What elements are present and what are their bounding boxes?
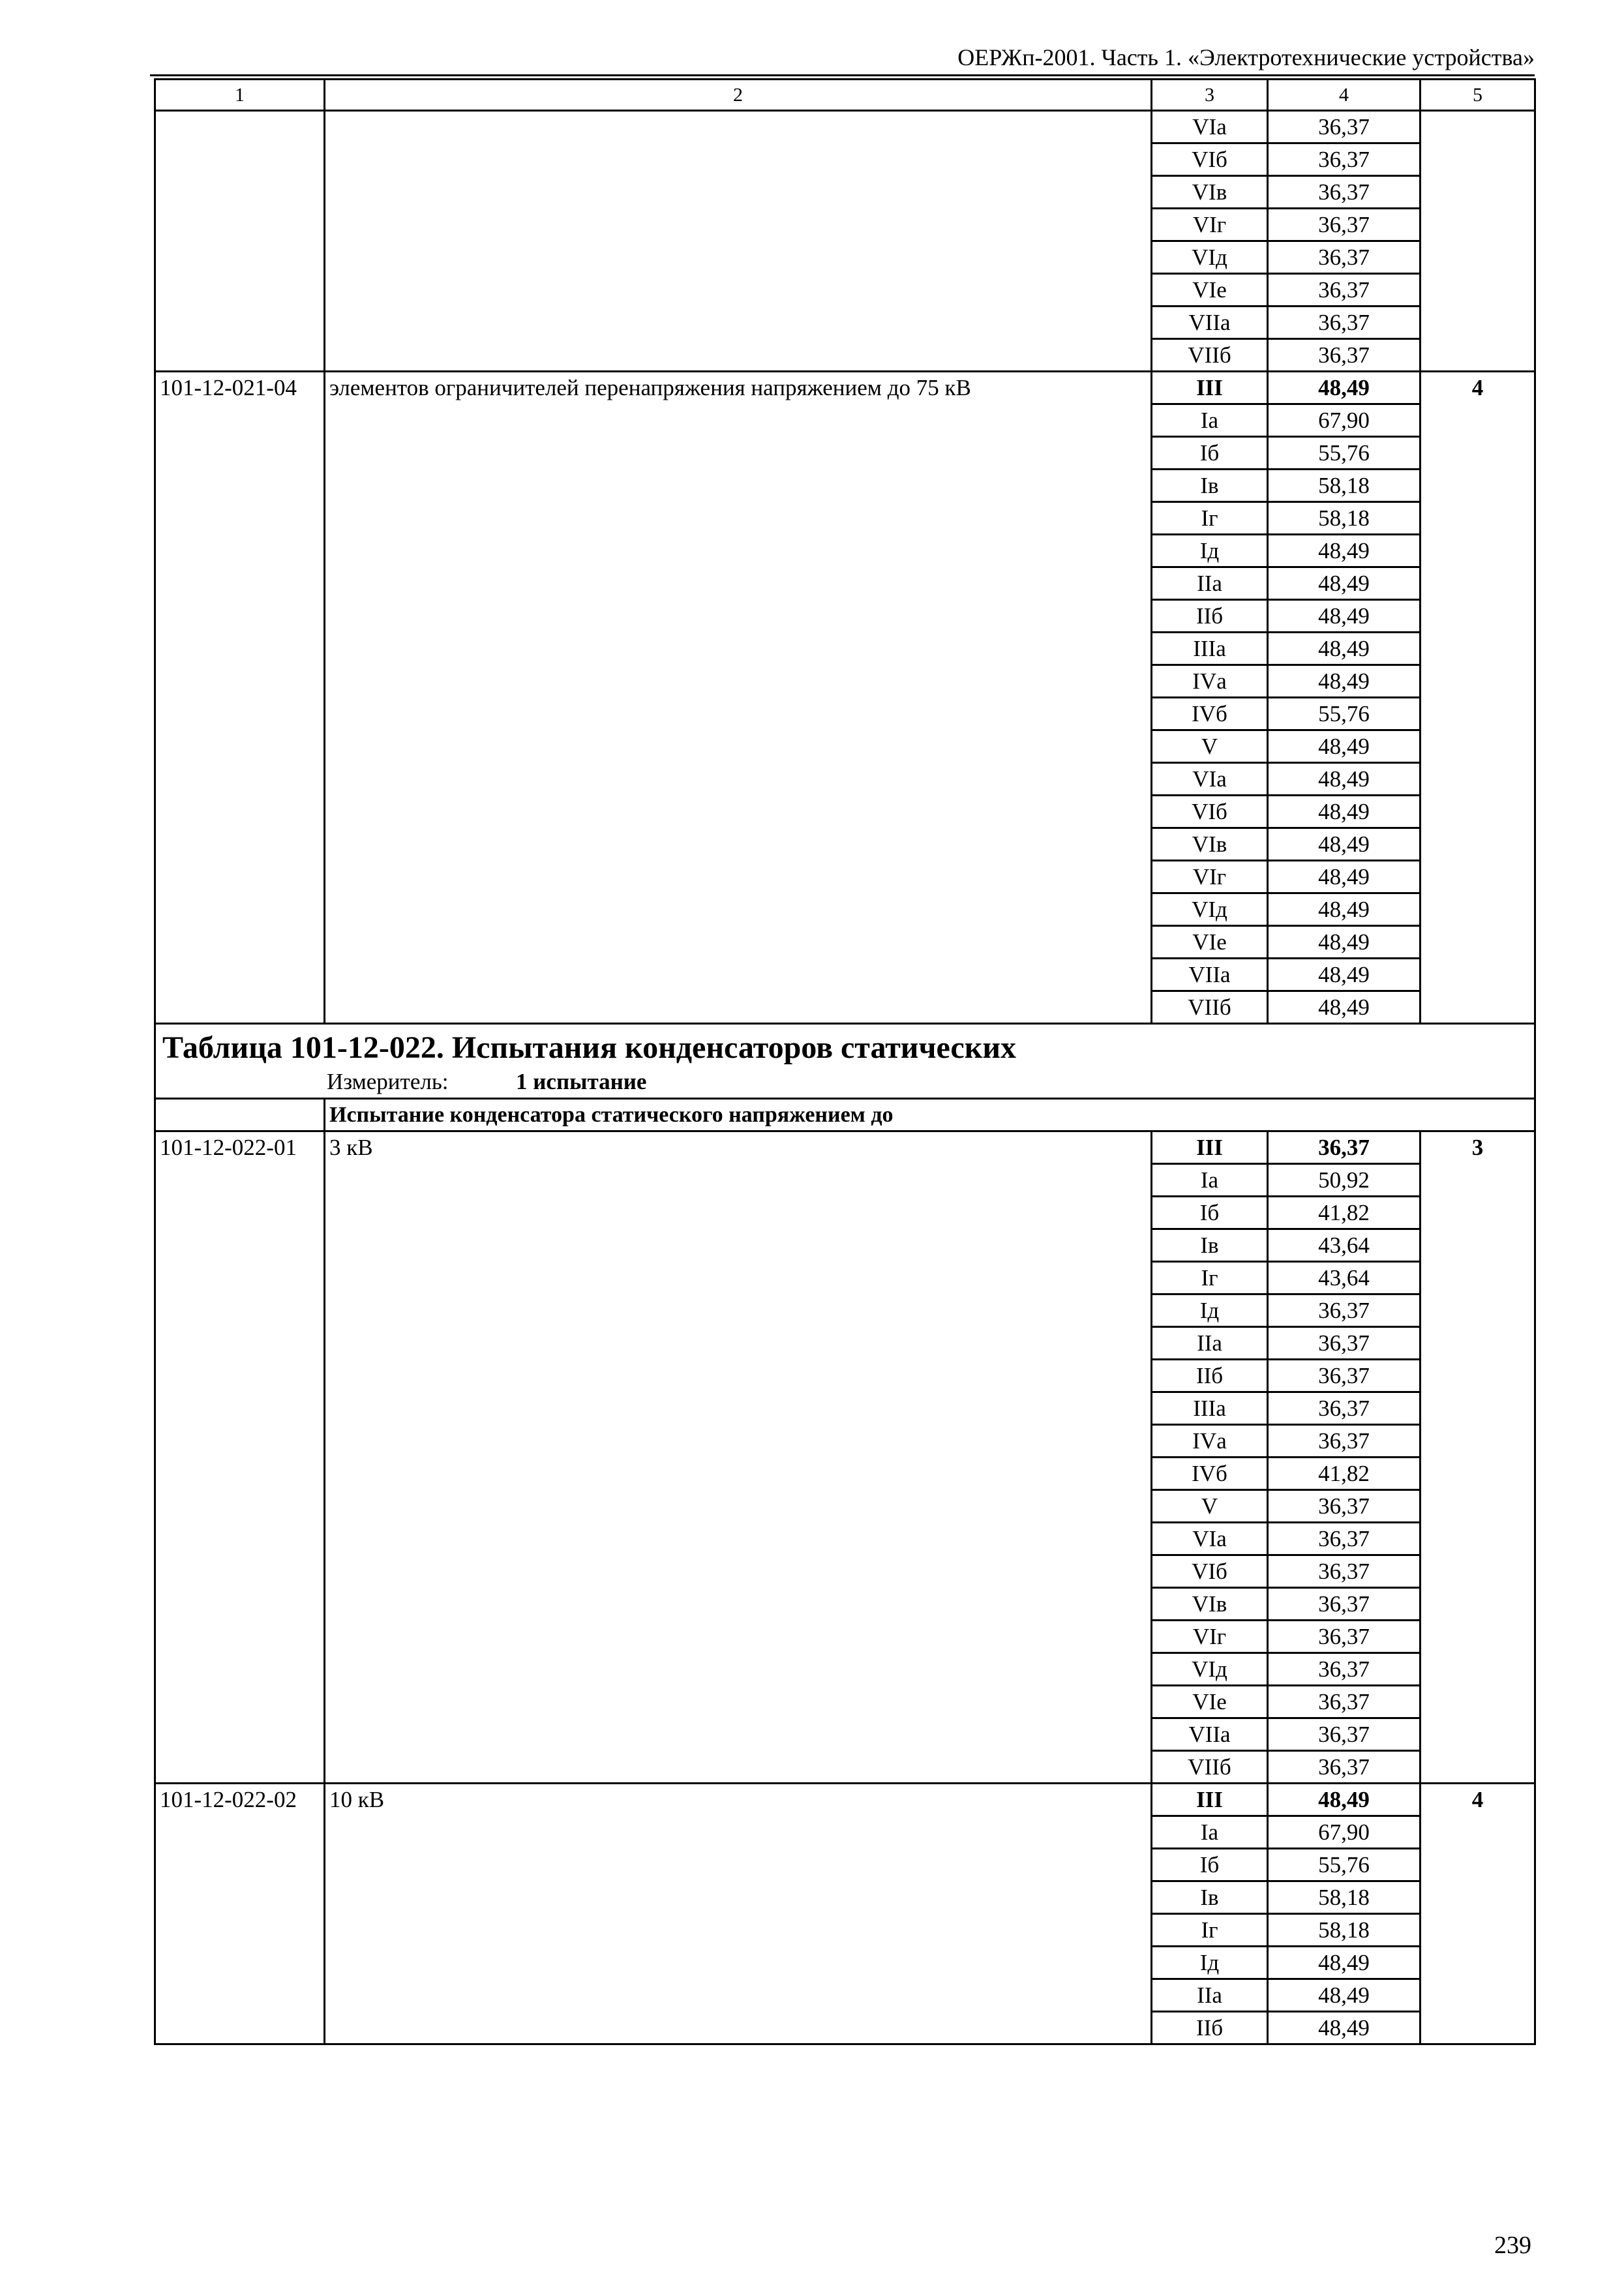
rate-value: 50,92: [1268, 1164, 1421, 1197]
rate-description: 10 кВ: [325, 1784, 1152, 2044]
zone-cell: Iа: [1152, 404, 1268, 437]
zone-cell: VIб: [1152, 143, 1268, 176]
rate-value: 48,49: [1268, 2012, 1421, 2044]
zone-cell: VIб: [1152, 1555, 1268, 1588]
table-title-cell: [155, 1024, 1535, 1099]
zone-cell: VIе: [1152, 926, 1268, 959]
zone-cell: Iв: [1152, 1229, 1268, 1262]
rate-code: 101-12-022-02: [155, 1784, 325, 2044]
zone-cell: III: [1152, 1131, 1268, 1164]
table-title-row: [155, 1024, 1535, 1099]
rate-value: 36,37: [1268, 1490, 1421, 1523]
rate-value: 41,82: [1268, 1458, 1421, 1490]
zone-cell: IVб: [1152, 698, 1268, 730]
rate-value: 67,90: [1268, 404, 1421, 437]
rate-value: 48,49: [1268, 926, 1421, 959]
zone-cell: Iб: [1152, 1197, 1268, 1229]
rate-value: 48,49: [1268, 796, 1421, 828]
rate-description: элементов ограничителей перенапряжения напряжением до 75 кВ: [325, 372, 1152, 1024]
rate-value: 36,37: [1268, 1555, 1421, 1588]
rate-value: 36,37: [1268, 1621, 1421, 1653]
subheading-row: [155, 1099, 1535, 1131]
zone-cell: Iд: [1152, 1294, 1268, 1327]
zone-cell: VIд: [1152, 1653, 1268, 1686]
zone-cell: Iг: [1152, 502, 1268, 535]
rate-value: 36,37: [1268, 241, 1421, 274]
zone-cell: Iв: [1152, 1881, 1268, 1914]
zone-cell: III: [1152, 372, 1268, 404]
rate-value: 58,18: [1268, 470, 1421, 502]
zone-cell: VIе: [1152, 274, 1268, 307]
rate-value: 48,49: [1268, 1947, 1421, 1979]
rate-value: 48,49: [1268, 991, 1421, 1024]
rate-value: 48,49: [1268, 600, 1421, 633]
zone-cell: VIд: [1152, 241, 1268, 274]
rate-value: 48,49: [1268, 730, 1421, 763]
table-title: Таблица 101-12-022. Испытания конденсаторов статических: [162, 1030, 1017, 1065]
rate-value: 36,37: [1268, 1588, 1421, 1621]
zone-cell: III: [1152, 1784, 1268, 1816]
rate-value: 48,49: [1268, 828, 1421, 861]
rate-value: 43,64: [1268, 1262, 1421, 1294]
rate-value: 48,49: [1268, 763, 1421, 796]
zone-cell: V: [1152, 1490, 1268, 1523]
rate-value: 48,49: [1268, 959, 1421, 991]
rate-value: 48,49: [1268, 665, 1421, 698]
table-title-block: [155, 1024, 1535, 1131]
rate-value: 36,37: [1268, 1653, 1421, 1686]
zone-cell: VIв: [1152, 1588, 1268, 1621]
zone-cell: V: [1152, 730, 1268, 763]
rate-value: 36,37: [1268, 274, 1421, 307]
zone-cell: VIв: [1152, 176, 1268, 209]
rate-value: 67,90: [1268, 1816, 1421, 1849]
column-number-2: 2: [325, 80, 1152, 111]
zone-cell: IVа: [1152, 665, 1268, 698]
rate-value: 36,37: [1268, 1131, 1421, 1164]
zone-cell: IVа: [1152, 1425, 1268, 1458]
rate-value: 36,37: [1268, 1360, 1421, 1392]
zone-cell: VIг: [1152, 1621, 1268, 1653]
zone-cell: VIа: [1152, 111, 1268, 143]
rate-value: 36,37: [1268, 1294, 1421, 1327]
zone-cell: Iа: [1152, 1164, 1268, 1197]
rate-value: 36,37: [1268, 1718, 1421, 1751]
zone-cell: IIб: [1152, 1360, 1268, 1392]
zone-cell: VIIа: [1152, 959, 1268, 991]
table-row: [155, 111, 1535, 143]
zone-cell: Iг: [1152, 1914, 1268, 1947]
table-row: [155, 1131, 1535, 1164]
column-number-1: 1: [155, 80, 325, 111]
zone-cell: VIг: [1152, 209, 1268, 241]
rate-value: 36,37: [1268, 1523, 1421, 1555]
zone-cell: VIIб: [1152, 1751, 1268, 1784]
worker-grade: 4: [1421, 372, 1535, 1024]
rates-table-body: [155, 80, 1535, 1024]
rate-value: 36,37: [1268, 143, 1421, 176]
zone-cell: IIб: [1152, 600, 1268, 633]
zone-cell: Iг: [1152, 1262, 1268, 1294]
zone-cell: Iб: [1152, 1849, 1268, 1881]
rate-value: 48,49: [1268, 535, 1421, 567]
rate-value: 36,37: [1268, 1751, 1421, 1784]
column-number-row: [155, 80, 1535, 111]
column-number-3: 3: [1152, 80, 1268, 111]
zone-cell: IIа: [1152, 567, 1268, 600]
rate-value: 48,49: [1268, 633, 1421, 665]
zone-cell: VIа: [1152, 1523, 1268, 1555]
zone-cell: IVб: [1152, 1458, 1268, 1490]
rate-value: 36,37: [1268, 209, 1421, 241]
rate-value: 58,18: [1268, 1914, 1421, 1947]
zone-cell: VIв: [1152, 828, 1268, 861]
rate-value: 41,82: [1268, 1197, 1421, 1229]
zone-cell: VIа: [1152, 763, 1268, 796]
zone-cell: IIа: [1152, 1979, 1268, 2012]
rate-value: 55,76: [1268, 437, 1421, 470]
worker-grade: 3: [1421, 1131, 1535, 1784]
rate-value: 58,18: [1268, 502, 1421, 535]
zone-cell: VIIб: [1152, 339, 1268, 372]
zone-cell: IIб: [1152, 2012, 1268, 2044]
subheading-empty-cell: [155, 1099, 325, 1131]
worker-grade: 4: [1421, 1784, 1535, 2044]
rate-description: [325, 111, 1152, 372]
rate-value: 48,49: [1268, 861, 1421, 893]
rate-code: [155, 111, 325, 372]
rate-value: 48,49: [1268, 372, 1421, 404]
rate-value: 36,37: [1268, 307, 1421, 339]
zone-cell: VIд: [1152, 893, 1268, 926]
zone-cell: VIIб: [1152, 991, 1268, 1024]
zone-cell: VIIа: [1152, 307, 1268, 339]
worker-grade: [1421, 111, 1535, 372]
zone-cell: IIа: [1152, 1327, 1268, 1360]
rate-value: 36,37: [1268, 1392, 1421, 1425]
rate-value: 48,49: [1268, 1979, 1421, 2012]
rates-table: [154, 78, 1536, 2045]
rates-table-body-bottom: [155, 1131, 1535, 2044]
zone-cell: VIб: [1152, 796, 1268, 828]
rate-value: 43,64: [1268, 1229, 1421, 1262]
table-row: [155, 372, 1535, 404]
zone-cell: Iв: [1152, 470, 1268, 502]
zone-cell: Iд: [1152, 535, 1268, 567]
rate-value: 36,37: [1268, 176, 1421, 209]
zone-cell: VIIа: [1152, 1718, 1268, 1751]
zone-cell: VIг: [1152, 861, 1268, 893]
zone-cell: Iа: [1152, 1816, 1268, 1849]
page-header: ОЕРЖп-2001. Часть 1. «Электротехнические устройства»: [957, 44, 1535, 70]
meter-line: [156, 1068, 1534, 1096]
rate-value: 58,18: [1268, 1881, 1421, 1914]
table-row: [155, 1784, 1535, 1816]
zone-cell: VIе: [1152, 1686, 1268, 1718]
rate-code: 101-12-021-04: [155, 372, 325, 1024]
zone-cell: Iд: [1152, 1947, 1268, 1979]
rate-value: 36,37: [1268, 1686, 1421, 1718]
rate-value: 55,76: [1268, 1849, 1421, 1881]
rate-value: 48,49: [1268, 893, 1421, 926]
rate-value: 36,37: [1268, 339, 1421, 372]
zone-cell: IIIа: [1152, 633, 1268, 665]
subheading: Испытание конденсатора статического напряжением до: [325, 1099, 1535, 1131]
meter-label: Измеритель:: [327, 1069, 449, 1094]
rate-value: 36,37: [1268, 1425, 1421, 1458]
column-number-5: 5: [1421, 80, 1535, 111]
zone-cell: Iб: [1152, 437, 1268, 470]
rate-description: 3 кВ: [325, 1131, 1152, 1784]
rate-value: 48,49: [1268, 567, 1421, 600]
rate-value: 55,76: [1268, 698, 1421, 730]
rate-code: 101-12-022-01: [155, 1131, 325, 1784]
page-number: 239: [1494, 2232, 1531, 2259]
rate-value: 48,49: [1268, 1784, 1421, 1816]
rate-value: 36,37: [1268, 1327, 1421, 1360]
meter-value: 1 испытание: [516, 1069, 647, 1094]
rate-value: 36,37: [1268, 111, 1421, 143]
zone-cell: IIIа: [1152, 1392, 1268, 1425]
column-number-4: 4: [1268, 80, 1421, 111]
header-rule: [150, 74, 1535, 76]
